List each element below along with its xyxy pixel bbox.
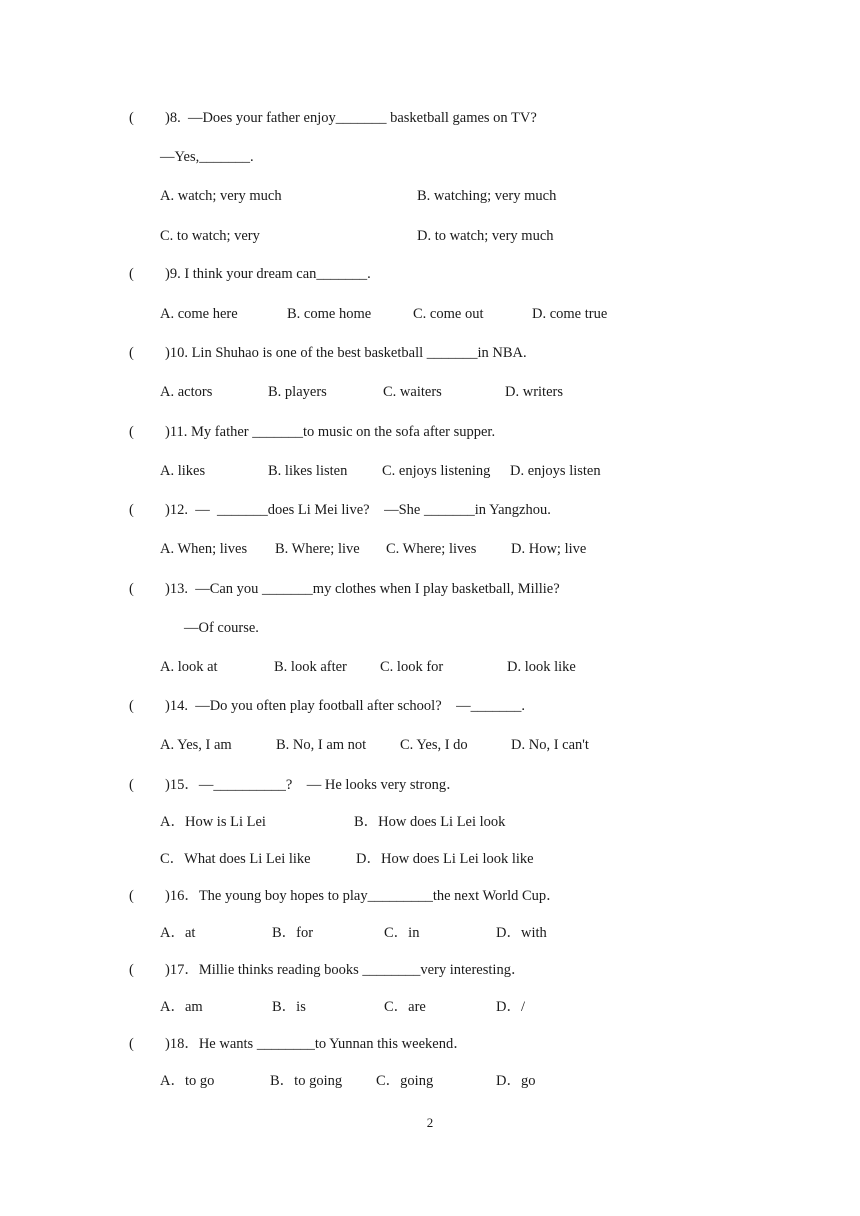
option-b: B．is [272,999,306,1015]
option-c: C. Where; lives [386,541,477,557]
question-reply: —Of course. [184,620,259,636]
option-a: A. Yes, I am [160,737,232,753]
option-a: A. come here [160,306,238,322]
option-a: A．How is Li Lei [160,814,266,830]
option-d: D. writers [505,384,563,400]
question-text: )13. —Can you _______my clothes when I play basketball, Millie? [165,581,560,597]
question-text: )15．—__________? — He looks very strong． [165,777,461,793]
option-c: C．are [384,999,426,1015]
page-number: 2 [426,1115,434,1130]
option-b: B. Where; live [275,541,360,557]
option-c: C. come out [413,306,484,322]
option-a: A．at [160,925,196,941]
option-b: B. watching; very much [417,188,557,204]
option-c: C．in [384,925,420,941]
option-d: D．go [496,1073,536,1089]
option-a: A. likes [160,463,206,479]
option-b: B. come home [287,306,372,322]
question-text: )10. Lin Shuhao is one of the best basketball _______in NBA. [165,345,527,361]
option-c: C. waiters [383,384,442,400]
option-b: B. No, I am not [276,737,367,753]
answer-bracket: ( [129,502,134,518]
option-c: C. to watch; very [160,228,260,244]
option-d: D．/ [496,999,525,1015]
answer-bracket: ( [129,110,134,126]
option-d: D. No, I can't [511,737,589,753]
option-d: D．How does Li Lei look like [356,851,534,867]
option-d: D. How; live [511,541,587,557]
option-b: B．to going [270,1073,343,1089]
option-a: A．to go [160,1073,215,1089]
answer-bracket: ( [129,266,134,282]
option-c: C．going [376,1073,434,1089]
question-text: )11. My father _______to music on the sofa after supper. [165,424,496,440]
question-text: )17．Millie thinks reading books ________very interesting． [165,962,526,978]
answer-bracket: ( [129,777,134,793]
option-d: D．with [496,925,547,941]
option-b: B．for [272,925,314,941]
question-text: )8. —Does your father enjoy_______ basketball games on TV? [165,110,537,126]
option-b: B. players [268,384,327,400]
answer-bracket: ( [129,1036,134,1052]
answer-bracket: ( [129,424,134,440]
option-b: B．How does Li Lei look [354,814,506,830]
question-reply: —Yes,_______. [160,149,254,165]
answer-bracket: ( [129,345,134,361]
question-text: )18．He wants ________to Yunnan this weekend． [165,1036,468,1052]
option-c: C. Yes, I do [400,737,468,753]
option-c: C. enjoys listening [382,463,491,479]
option-d: D. enjoys listen [510,463,601,479]
option-b: B. look after [274,659,347,675]
option-c: C．What does Li Lei like [160,851,311,867]
option-d: D. come true [532,306,608,322]
answer-bracket: ( [129,581,134,597]
question-text: )9. I think your dream can_______. [165,266,371,282]
option-a: A. When; lives [160,541,248,557]
option-a: A. actors [160,384,213,400]
option-d: D. to watch; very much [417,228,554,244]
question-text: )16．The young boy hopes to play_________the next World Cup． [165,888,561,904]
option-a: A．am [160,999,203,1015]
option-a: A. watch; very much [160,188,282,204]
option-b: B. likes listen [268,463,348,479]
option-a: A. look at [160,659,218,675]
answer-bracket: ( [129,888,134,904]
option-d: D. look like [507,659,576,675]
question-text: )12. — _______does Li Mei live? —She _______in Yangzhou. [165,502,551,518]
answer-bracket: ( [129,698,134,714]
question-text: )14. —Do you often play football after school? —_______. [165,698,526,714]
option-c: C. look for [380,659,444,675]
answer-bracket: ( [129,962,134,978]
